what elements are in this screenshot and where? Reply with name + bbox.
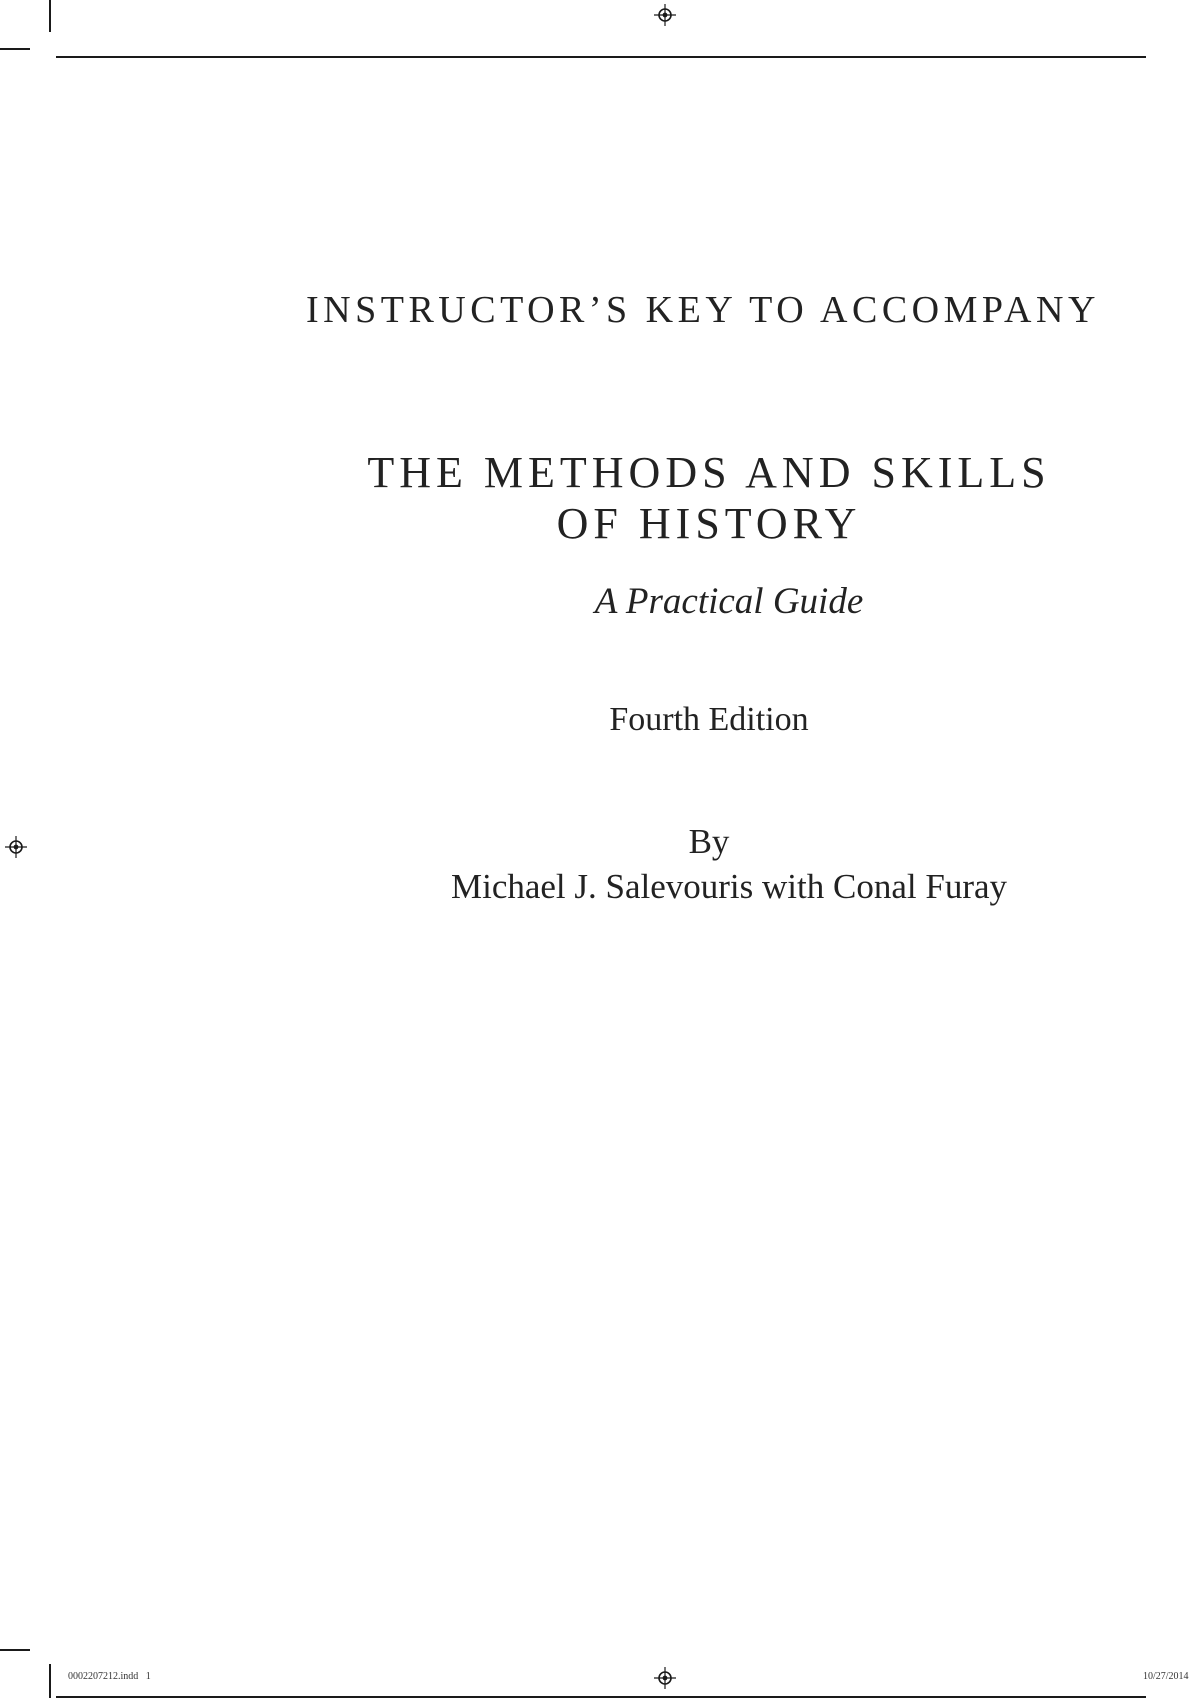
book-title-line-1: THE METHODS AND SKILLS <box>367 448 1051 497</box>
author-names: Michael J. Salevouris with Conal Furay <box>450 867 1008 906</box>
by-label: By <box>688 822 730 861</box>
edition-label: Fourth Edition <box>609 701 809 738</box>
slug-file-name: 0002207212.indd 1 <box>68 1671 151 1682</box>
crop-mark-top-left-horizontal <box>0 48 30 50</box>
slug-date: 10/27/2014 <box>1143 1671 1189 1682</box>
book-title-line-2: OF HISTORY <box>556 499 862 548</box>
crop-mark-bottom-left-horizontal <box>0 1649 30 1651</box>
book-subtitle: A Practical Guide <box>594 581 864 622</box>
crosshair-registration-icon <box>654 1667 676 1689</box>
crosshair-registration-icon <box>5 836 27 858</box>
crosshair-registration-icon <box>654 4 676 26</box>
bottom-trim-rule <box>56 1696 1146 1698</box>
top-trim-rule <box>56 56 1146 58</box>
crop-mark-bottom-left-vertical <box>49 1664 51 1698</box>
instructors-key-heading: INSTRUCTOR’S KEY TO ACCOMPANY <box>306 289 1100 331</box>
crop-mark-top-left-vertical <box>49 0 51 32</box>
